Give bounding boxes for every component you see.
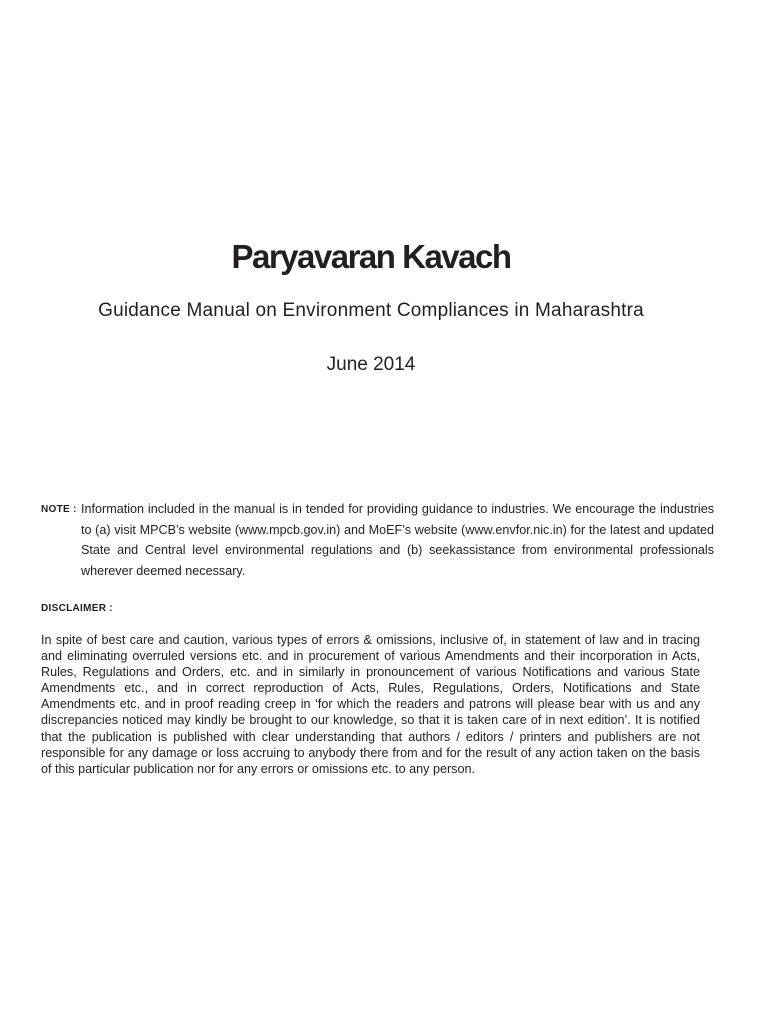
note-text: Information included in the manual is in tended for providing guidance to industries. We encourage the industries to (a) visit MPCB’s website (www.mpcb.gov.in) and MoEF’s website (www.envfor.nic.in) for the latest and updated State and Central level environmental regulations and (b) seekassistance from environmental professionals wherever deemed necessary.: [81, 502, 714, 578]
disclaimer-text: In spite of best care and caution, various types of errors & omissions, inclusive of, in statement of law and in tracing and eliminating overruled versions etc. and in procurement of various Amendments and their incorporation in Acts, Rules, Regulations and Orders, etc. and in similarly in pronouncement of various Notifications and various State Amendments etc., and in correct reproduction of Acts, Rules, Regulations, Orders, Notifications and State Amendments etc. and in proof reading creep in ‘for which the readers and patrons will please bear with us and any discrepancies noticed may kindly be brought to our knowledge, so that it is taken care of in next edition’. It is notified that the publication is published with clear understanding that authors / editors / printers and publishers are not responsible for any damage or loss accruing to anybody there from and for the result of any action taken on the basis of this particular publication nor for any errors or omissions etc. to any person.: [41, 633, 700, 776]
note-label: NOTE :: [41, 504, 77, 515]
document-title: Paryavaran Kavach: [231, 238, 511, 275]
publication-date: June 2014: [326, 354, 416, 375]
disclaimer-label: DISCLAIMER :: [41, 603, 113, 614]
document-subtitle: Guidance Manual on Environment Compliances in Maharashtra: [98, 300, 644, 321]
